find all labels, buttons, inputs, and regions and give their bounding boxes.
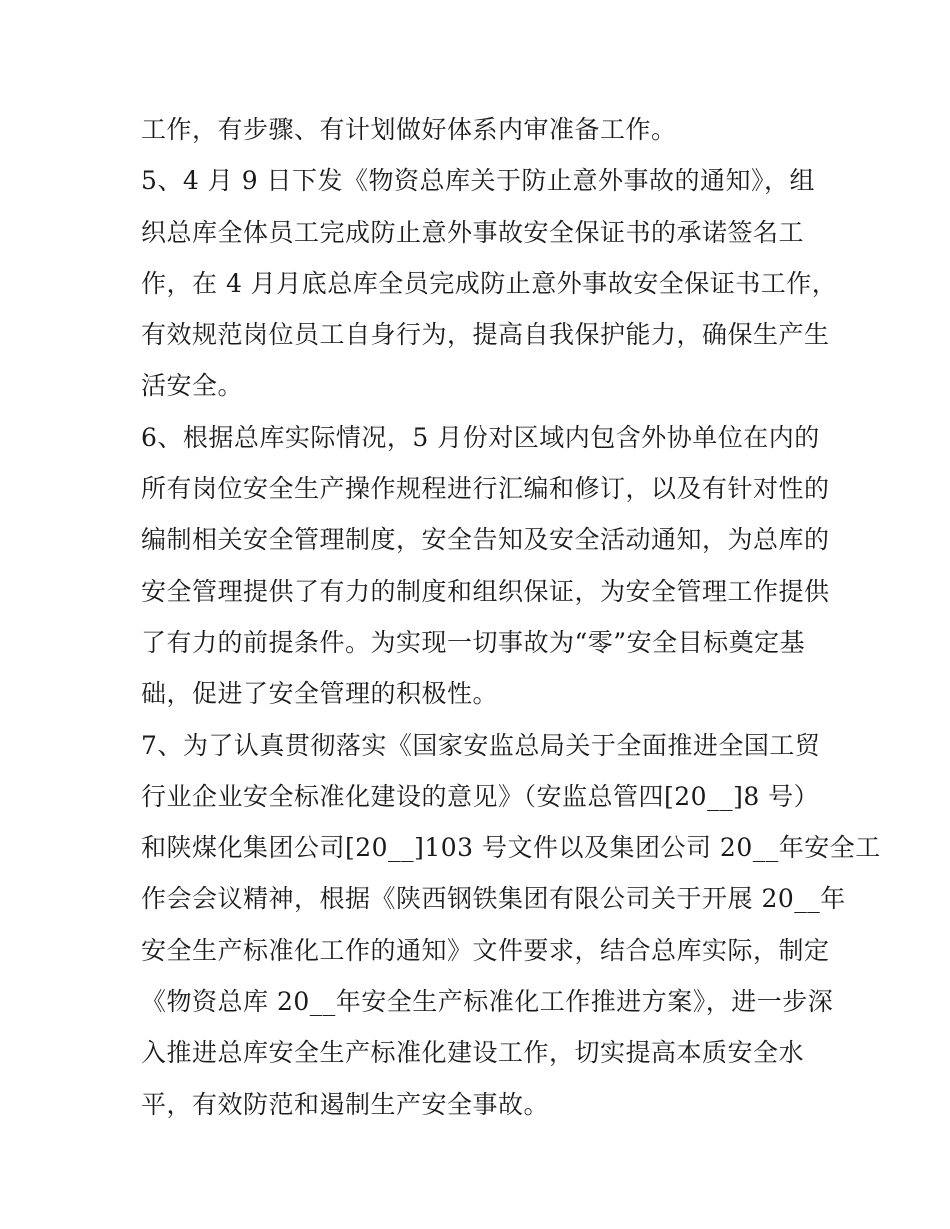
body-text: [141, 104, 881, 1130]
text-line: 安全管理提供了有力的制度和组织保证，为安全管理工作提供: [141, 576, 830, 606]
text-line: 7、为了认真贯彻落实《国家安监总局关于全面推进全国工贸: [141, 730, 821, 760]
text-line: 6、根据总库实际情况，5 月份对区域内包含外协单位在内的: [141, 422, 820, 452]
text-line: 工作，有步骤、有计划做好体系内审准备工作。: [141, 115, 677, 144]
text-line: 平，有效防范和遏制生产安全事故。: [141, 1089, 550, 1119]
text-line: 行业企业安全标准化建设的意见》（安监总管四[20__]8 号）: [141, 781, 820, 811]
text-line: 安全生产标准化工作的通知》文件要求，结合总库实际，制定: [141, 935, 830, 965]
text-line: 作，在 4 月月底总库全员完成防止意外事故安全保证书工作，: [141, 268, 838, 298]
text-line: 作会会议精神，根据《陕西钢铁集团有限公司关于开展 20__年: [141, 884, 846, 914]
text-line: 础，促进了安全管理的积极性。: [141, 679, 499, 709]
text-line: 5、4 月 9 日下发《物资总库关于防止意外事故的通知》，组: [141, 166, 816, 196]
text-line: 所有岗位安全生产操作规程进行汇编和修订，以及有针对性的: [141, 474, 830, 504]
text-line: 编制相关安全管理制度，安全告知及安全活动通知，为总库的: [141, 525, 830, 555]
text-line: 织总库全体员工完成防止意外事故安全保证书的承诺签名工: [141, 217, 805, 247]
text-line: 了有力的前提条件。为实现一切事故为“零”安全目标奠定基: [141, 627, 806, 657]
text-line: 入推进总库安全生产标准化建设工作，切实提高本质安全水: [141, 1038, 805, 1068]
text-line: 和陕煤化集团公司[20__]103 号文件以及集团公司 20__年安全工: [141, 833, 881, 863]
text-line: 有效规范岗位员工自身行为，提高自我保护能力，确保生产生: [141, 320, 830, 350]
text-line: 《物资总库 20__年安全生产标准化工作推进方案》，进一步深: [141, 987, 834, 1017]
text-line: 活安全。: [141, 371, 244, 401]
